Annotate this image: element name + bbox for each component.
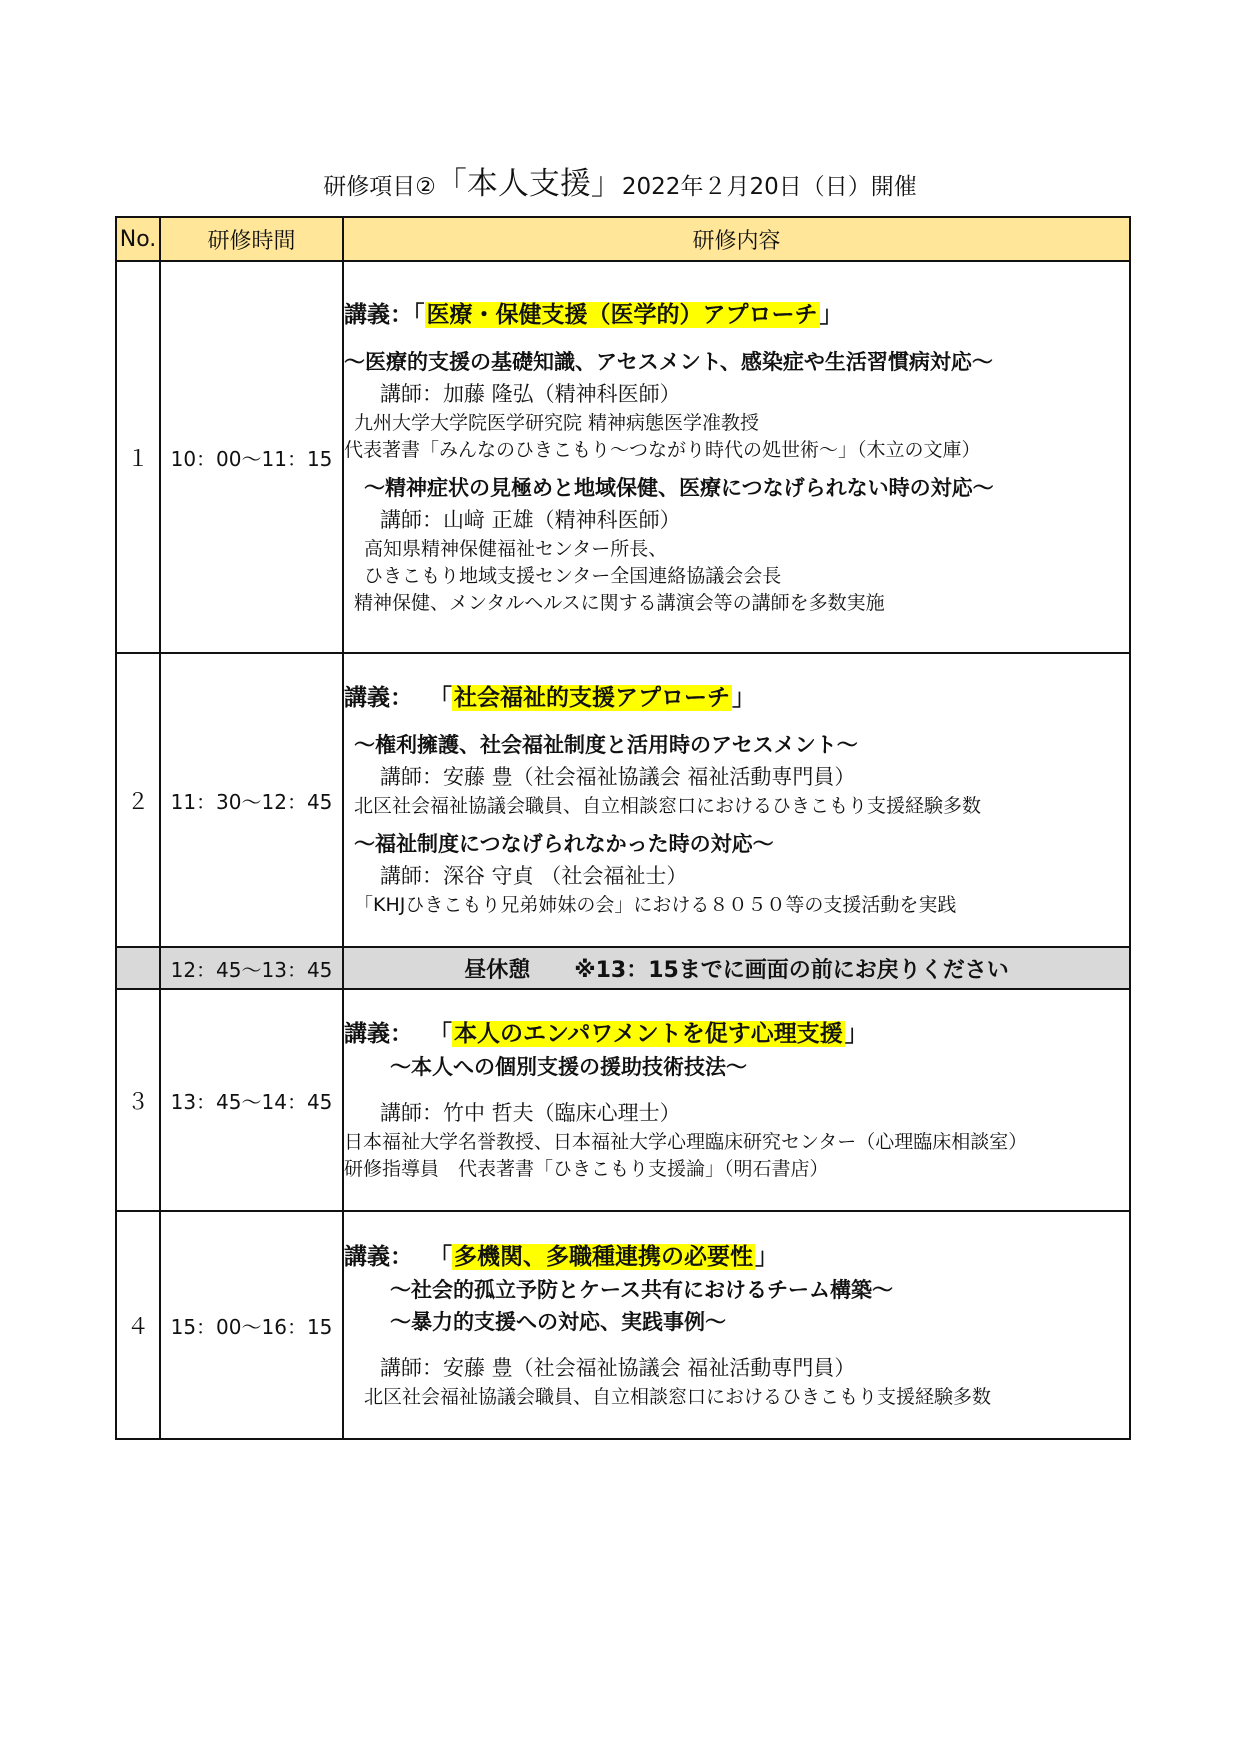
schedule-table xyxy=(115,216,1131,1440)
lecturer-detail: 北区社会福祉協議会職員、自立相談窓口におけるひきこもり支援経験多数 xyxy=(364,1385,992,1408)
lecturer-detail: 北区社会福祉協議会職員、自立相談窓口におけるひきこもり支援経験多数 xyxy=(354,795,982,817)
header-time: 研修時間 xyxy=(160,217,343,261)
row-time: 13：45～14：45 xyxy=(160,989,343,1211)
row-number: ２ xyxy=(116,653,160,947)
lecturer-detail: 「KHJひきこもり兄弟姉妹の会」における８０５０等の支援活動を実践 xyxy=(354,894,957,916)
lecture-subtitle: ～社会的孤立予防とケース共有におけるチーム構築～ xyxy=(390,1277,893,1302)
row-content xyxy=(343,1211,1130,1439)
page-title xyxy=(0,158,1240,203)
lecture-subtitle: ～福祉制度につなげられなかった時の対応～ xyxy=(354,832,774,856)
lecturer-detail: 九州大学大学院医学研究院 精神病態医学准教授 xyxy=(354,411,760,434)
table-row xyxy=(116,261,1130,653)
lecture-title: 講義： 「本人のエンパワメントを促す心理支援」 xyxy=(344,1021,868,1047)
lecture-highlight: 本人のエンパワメントを促す心理支援 xyxy=(454,1021,843,1047)
table-row xyxy=(116,989,1130,1211)
break-empty-cell xyxy=(116,947,160,989)
row-content xyxy=(343,989,1130,1211)
table-row xyxy=(116,653,1130,947)
lecturer-detail: 日本福祉大学名誉教授、日本福祉大学心理臨床研究センター（心理臨床相談室） xyxy=(344,1131,1028,1153)
header-no: No. xyxy=(116,217,160,261)
row-content xyxy=(343,261,1130,653)
lecturer-name: 講師：深谷 守貞 （社会福祉士） xyxy=(380,864,688,888)
lecture-subtitle: ～医療的支援の基礎知識、アセスメント、感染症や生活習慣病対応～ xyxy=(344,349,993,374)
lecture-subtitle: ～権利擁護、社会福祉制度と活用時のアセスメント～ xyxy=(354,733,858,757)
row-time: 10：00～11：15 xyxy=(160,261,343,653)
row-number: １ xyxy=(116,261,160,653)
row-time: 15：00～16：15 xyxy=(160,1211,343,1439)
lunch-break-row xyxy=(116,947,1130,989)
lecture-subtitle: ～暴力的支援への対応、実践事例～ xyxy=(390,1309,726,1334)
row-number: ４ xyxy=(116,1211,160,1439)
lecture-subtitle: ～精神症状の見極めと地域保健、医療につなげられない時の対応～ xyxy=(364,475,994,500)
lecturer-detail: 精神保健、メンタルヘルスに関する講演会等の講師を多数実施 xyxy=(354,591,885,614)
row-content xyxy=(343,653,1130,947)
lecture-title: 講義： 「多機関、多職種連携の必要性」 xyxy=(344,1243,779,1270)
lecture-highlight: 医療・保健支援（医学的）アプローチ xyxy=(426,301,818,328)
lecturer-name: 講師：加藤 隆弘（精神科医師） xyxy=(380,381,681,406)
lecturer-detail: 研修指導員 代表著書「ひきこもり支援論」（明石書店） xyxy=(344,1158,829,1180)
lecturer-name: 講師：安藤 豊（社会福祉協議会 福祉活動専門員） xyxy=(380,1355,856,1380)
header-content: 研修内容 xyxy=(343,217,1130,261)
lecture-subtitle: ～本人への個別支援の援助技術技法～ xyxy=(390,1055,747,1079)
lecturer-name: 講師：竹中 哲夫（臨床心理士） xyxy=(380,1101,681,1125)
lecturer-name: 講師：山﨑 正雄（精神科医師） xyxy=(380,507,681,532)
break-time: 12：45～13：45 xyxy=(160,947,343,989)
table-header-row xyxy=(116,217,1130,261)
title-prefix: 研修項目② xyxy=(323,174,436,200)
lecture-title: 講義： 「社会福祉的支援アプローチ」 xyxy=(344,685,756,711)
row-number: ３ xyxy=(116,989,160,1211)
lecture-title: 講義：「医療・保健支援（医学的）アプローチ」 xyxy=(344,301,843,328)
title-main: 「本人支援」 xyxy=(435,166,622,202)
lecturer-name: 講師：安藤 豊（社会福祉協議会 福祉活動専門員） xyxy=(380,765,856,789)
title-date: 2022年２月20日（日）開催 xyxy=(621,174,917,200)
lecturer-detail: 代表著書「みんなのひきこもり～つながり時代の処世術～」（木立の文庫） xyxy=(344,438,981,461)
break-text: 昼休憩 ※13：15までに画面の前にお戻りください xyxy=(343,947,1130,989)
lecture-highlight: 社会福祉的支援アプローチ xyxy=(454,685,731,711)
row-time: 11：30～12：45 xyxy=(160,653,343,947)
lecturer-detail: ひきこもり地域支援センター全国連絡協議会会長 xyxy=(364,564,782,587)
lecture-highlight: 多機関、多職種連携の必要性 xyxy=(454,1243,754,1270)
lecturer-detail: 高知県精神保健福祉センター所長、 xyxy=(364,537,668,560)
table-row xyxy=(116,1211,1130,1439)
